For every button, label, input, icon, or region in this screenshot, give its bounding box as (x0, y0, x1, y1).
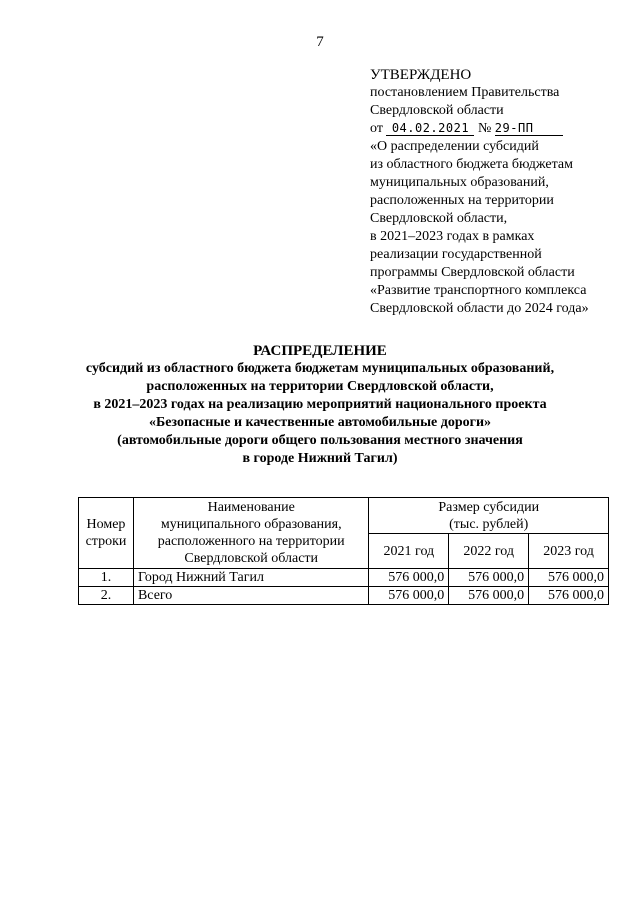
date-prefix: от (370, 121, 383, 136)
row-value-2023: 576 000,0 (529, 569, 609, 587)
approval-line: Свердловской области, (370, 211, 508, 226)
table-row (79, 569, 609, 587)
approval-date: 04.02.2021 (386, 121, 474, 136)
row-value-2022: 576 000,0 (449, 587, 529, 605)
document-title (0, 342, 640, 468)
title-line: расположенных на территории Свердловской области, (146, 379, 494, 394)
title-line: «Безопасные и качественные автомобильные дороги» (148, 415, 492, 430)
approval-number: 29-ПП (495, 121, 563, 136)
approval-line: постановлением Правительства (370, 85, 560, 100)
row-name: Город Нижний Тагил (133, 569, 368, 587)
approval-line: «Развитие транспортного комплекса (370, 283, 587, 298)
header-row-number: Номер строки (79, 498, 134, 569)
title-line: в городе Нижний Тагил) (242, 451, 398, 466)
header-municipality-name: Наименование муниципального образования, расположенного на территории Свердловской области (133, 498, 368, 569)
main-title: РАСПРЕДЕЛЕНИЕ (253, 343, 387, 359)
title-line: субсидий из областного бюджета бюджетам муниципальных образований, (85, 361, 555, 376)
row-number: 1. (79, 569, 134, 587)
approval-line: Свердловской области до 2024 года» (370, 301, 589, 316)
row-name: Всего (133, 587, 368, 605)
approval-block (370, 66, 620, 318)
row-value-2022: 576 000,0 (449, 569, 529, 587)
title-line: в 2021–2023 годах на реализацию мероприятий национального проекта (93, 397, 547, 412)
approval-line: в 2021–2023 годах в рамках (370, 229, 535, 244)
row-value-2021: 576 000,0 (369, 569, 449, 587)
approval-line: Свердловской области (370, 103, 504, 118)
approval-line: из областного бюджета бюджетам (370, 157, 573, 172)
table-row (79, 587, 609, 605)
row-value-2023: 576 000,0 (529, 587, 609, 605)
approval-heading: УТВЕРЖДЕНО (370, 67, 472, 83)
header-year-2021: 2021 год (369, 534, 449, 569)
approval-line: реализации государственной (370, 247, 542, 262)
approval-line: расположенных на территории (370, 193, 554, 208)
header-year-2022: 2022 год (449, 534, 529, 569)
table-header-row (79, 498, 609, 534)
number-prefix: № (477, 121, 492, 136)
approval-line: «О распределении субсидий (370, 139, 539, 154)
header-year-2023: 2023 год (529, 534, 609, 569)
title-line: (автомобильные дороги общего пользования местного значения (117, 433, 523, 448)
row-value-2021: 576 000,0 (369, 587, 449, 605)
approval-line: программы Свердловской области (370, 265, 575, 280)
row-number: 2. (79, 587, 134, 605)
page-number: 7 (316, 34, 324, 50)
approval-line: муниципальных образований, (370, 175, 549, 190)
approval-date-line (370, 120, 620, 138)
header-subsidy-size: Размер субсидии (тыс. рублей) (369, 498, 609, 534)
subsidy-table (78, 497, 609, 605)
